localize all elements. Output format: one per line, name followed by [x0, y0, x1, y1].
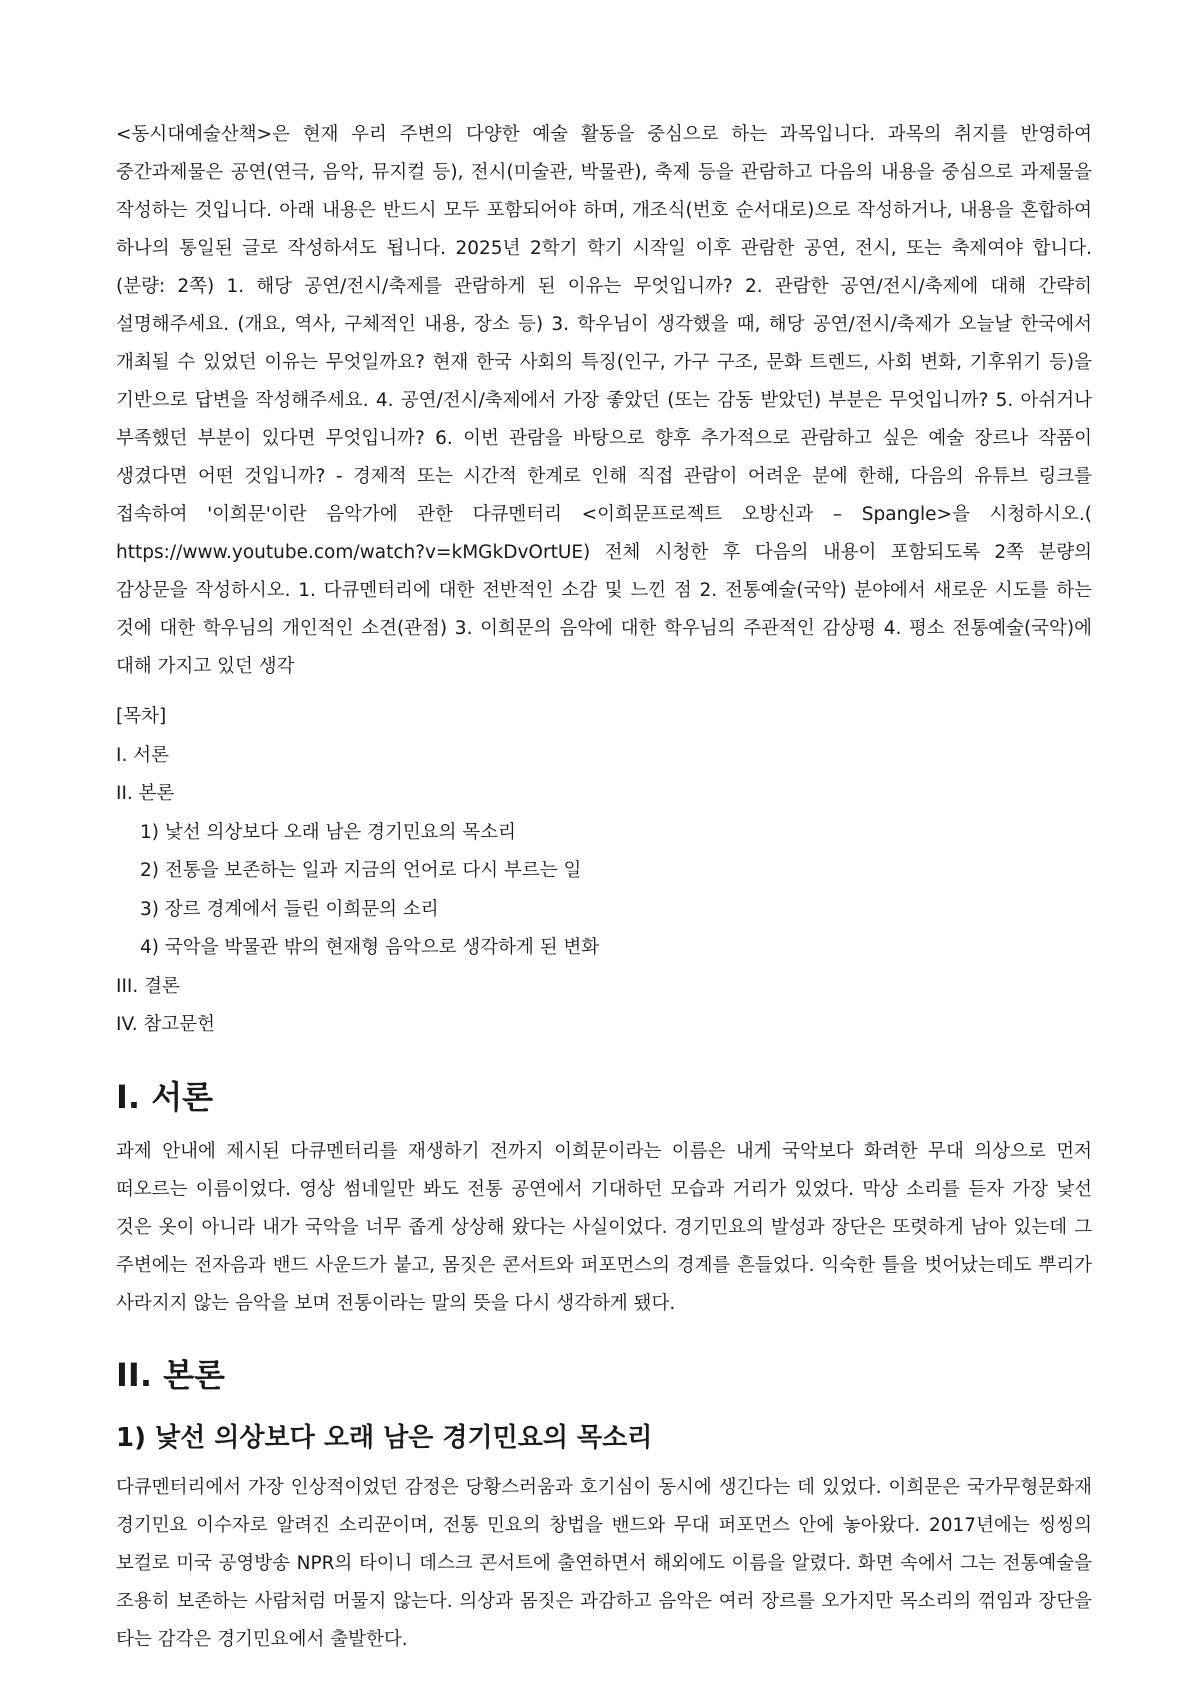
toc-item-body-3: 3) 장르 경계에서 들린 이희문의 소리: [140, 898, 439, 920]
toc-item-conclusion: III. 결론: [116, 975, 180, 997]
toc-item-references: IV. 참고문헌: [116, 1014, 215, 1035]
assignment-description: <동시대예술산책>은 현재 우리 주변의 다양한 예술 활동을 중심으로 하는 과목입니다. 과목의 취지를 반영하여 중간과제물은 공연(연극, 음악, 뮤지컬 등), 전시(미술관, 박물관), 축제 등을 관람하고 다음의 내용을 중심으로 과제물을 작성하는 것입니다. 아래 내용은 반드시 모두 포함되어야 하며, 개조식(번호 순서대로)으로 작성하거나, 내용을 혼합하여 하나의 통일된 글로 작성하셔도 됩니다. 2025년 2학기 학기 시작일 이후 관람한 공연, 전시, 또는 축제여야 합니다. (분량: 2쪽) 1. 해당 공연/전시/축제를 관람하게 된 이유는 무엇입니까? 2. 관람한 공연/전시/축제에 대해 간략히 설명해주세요. (개요, 역사, 구체적인 내용, 장소 등) 3. 학우님이 생각했을 때, 해당 공연/전시/축제가 오늘날 한국에서 개최될 수 있었던 이유는 무엇일까요? 현재 한국 사회의 특징(인구, 가구 구조, 문화 트렌드, 사회 변화, 기후위기 등)을 기반으로 답변을 작성해주세요. 4. 공연/전시/축제에서 가장 좋았던 (또는 감동 받았던) 부분은 무엇입니까? 5. 아쉬거나 부족했던 부분이 있다면 무엇입니까? 6. 이번 관람을 바탕으로 향후 추가적으로 관람하고 싶은 예술 장르나 작품이 생겼다면 어떤 것입니까? - 경제적 또는 시간적 한계로 인해 직접 관람이 어려운 분에 한해, 다음의 유튜브 링크를 접속하여 '이희문'이란 음악가에 관한 다큐멘터리 <이희문프로젝트 오방신과 – Spangle>을 시청하시오.( https://www.youtube.com/watch?v=kMGkDvOrtUE) 전체 시청한 후 다음의 내용이 포함되도록 2쪽 분량의 감상문을 작성하시오. 1. 다큐멘터리에 대한 전반적인 소감 및 느낀 점 2. 전통예술(국악) 분야에서 새로운 시도를 하는 것에 대한 학우님의 개인적인 소견(관점) 3. 이희문의 음악에 대한 학우님의 주관적인 감상평 4. 평소 전통예술(국악)에 대해 가지고 있던 생각: [116, 124, 1092, 677]
body-heading: II. 본론: [116, 1355, 225, 1394]
toc-item-body: II. 본론: [116, 783, 175, 804]
toc-item-body-4: 4) 국악을 박물관 밖의 현재형 음악으로 생각하게 된 변화: [140, 937, 600, 958]
table-of-contents: [116, 698, 1092, 1045]
subsection-1-heading: 1) 낯선 의상보다 오래 남은 경기민요의 목소리: [116, 1422, 653, 1453]
toc-label: [목차]: [116, 706, 167, 727]
toc-item-body-2: 2) 전통을 보존하는 일과 지금의 언어로 다시 부르는 일: [140, 860, 582, 881]
intro-heading: I. 서론: [116, 1077, 214, 1116]
toc-item-body-1: 1) 낯선 의상보다 오래 남은 경기민요의 목소리: [140, 821, 516, 843]
intro-paragraph: 과제 안내에 제시된 다큐멘터리를 재생하기 전까지 이희문이라는 이름은 내게 국악보다 화려한 무대 의상으로 먼저 떠오르는 이름이었다. 영상 썸네일만 봐도 전통 공연에서 기대하던 모습과 거리가 있었다. 막상 소리를 듣자 가장 낯선 것은 옷이 아니라 내가 국악을 너무 좁게 상상해 왔다는 사실이었다. 경기민요의 발성과 장단은 또렷하게 남아 있는데 그 주변에는 전자음과 밴드 사운드가 붙고, 몸짓은 콘서트와 퍼포먼스의 경계를 흔들었다. 익숙한 틀을 벗어났는데도 뿌리가 사라지지 않는 음악을 보며 전통이라는 말의 뜻을 다시 생각하게 됐다.: [116, 1140, 1092, 1314]
toc-item-intro: I. 서론: [116, 744, 169, 766]
subsection-1-paragraph: 다큐멘터리에서 가장 인상적이었던 감정은 당황스러움과 호기심이 동시에 생긴다는 데 있었다. 이희문은 국가무형문화재 경기민요 이수자로 알려진 소리꾼이며, 전통 민요의 창법을 밴드와 무대 퍼포먼스 안에 놓아왔다. 2017년에는 씽씽의 보컬로 미국 공영방송 NPR의 타이니 데스크 콘서트에 출연하면서 해외에도 이름을 알렸다. 화면 속에서 그는 전통예술을 조용히 보존하는 사람처럼 머물지 않는다. 의상과 몸짓은 과감하고 음악은 여러 장르를 오가지만 목소리의 꺾임과 장단을 타는 감각은 경기민요에서 출발한다.: [116, 1476, 1092, 1650]
